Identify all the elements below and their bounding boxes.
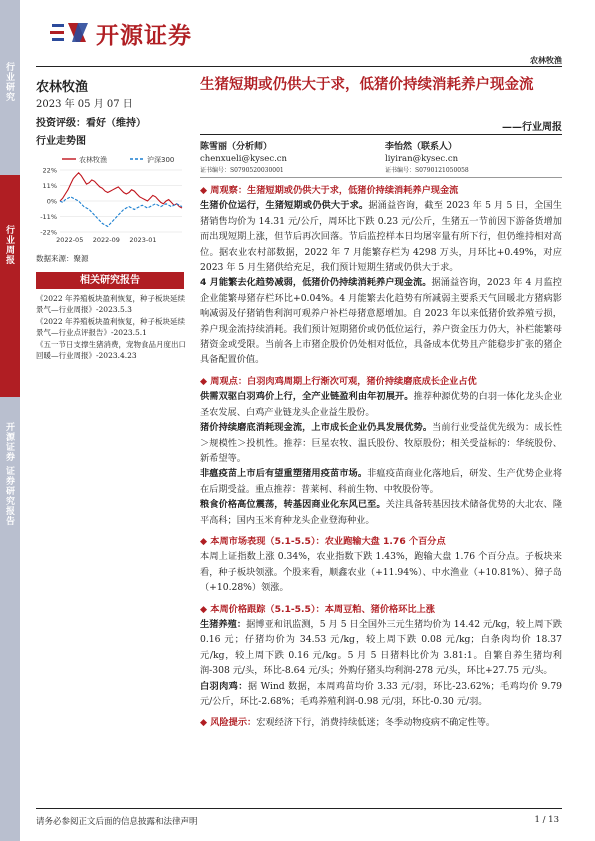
trend-chart <box>32 150 186 250</box>
logo-text: 开源证券 <box>96 22 192 49</box>
paragraph <box>200 617 562 679</box>
analyst-name: 陈雪丽（分析师） <box>200 142 273 152</box>
section-header-weekly-view: ◆ 周观点：白羽肉鸡周期上行渐次可观，猪价持续磨底成长企业占优 <box>200 375 477 387</box>
industry-name: 农林牧渔 <box>36 80 89 95</box>
header-divider <box>36 66 562 67</box>
paragraph <box>200 466 562 497</box>
paragraph-text: 推荐种源优势的白羽一体化龙头企业圣农发展、白鸡产业链龙头企业益生股份。 <box>200 391 563 418</box>
trend-chart-title: 行业走势图 <box>36 136 86 147</box>
analyst-card <box>200 141 287 177</box>
contact-name: 李怡然（联系人） <box>385 142 458 152</box>
series-line-agriculture <box>60 173 182 208</box>
side-strip-research <box>0 0 20 175</box>
report-body <box>200 183 562 731</box>
side-strip-weekly <box>0 175 20 397</box>
side-strip-research-label: 行业研究 <box>4 62 14 102</box>
section-header-weekly-observation: ◆ 周观察：生猪短期或仍供大于求，低猪价持续消耗养户现金流 <box>200 185 459 196</box>
analyst-email[interactable]: chenxueli@kysec.cn <box>200 154 288 164</box>
paragraph-lead: 生猪养殖： <box>200 618 247 630</box>
paragraph <box>200 679 562 710</box>
report-subtitle: ——行业周报 <box>502 122 562 133</box>
related-report-item[interactable]: 《五一节日支撑生猪消费，宠物食品月度出口回暖—行业周报》-2023.4.23 <box>36 339 186 361</box>
paragraph <box>200 198 562 275</box>
investment-rating: 投资评级：看好（维持） <box>36 118 146 129</box>
y-tick-label: 22% <box>42 166 57 175</box>
legend-label: 沪深300 <box>147 156 175 164</box>
x-tick-label: 2022-09 <box>92 236 120 244</box>
paragraph-lead: 4 月能繁去化趋势减弱，低猪价仍持续消耗养户现金流。 <box>200 277 432 289</box>
paragraph-text: 非瘟疫苗商业化落地后，研发、生产优势企业将在后期受益。重点推荐：普莱柯、科前生物、中牧股份等。 <box>200 468 563 495</box>
paragraph <box>200 497 562 528</box>
logo-mark-icon <box>50 20 90 46</box>
paragraph-lead: 白羽肉鸡： <box>200 680 248 692</box>
paragraph <box>200 275 562 367</box>
side-strip-broker <box>0 397 20 841</box>
side-strip-weekly-label: 行业周报 <box>4 225 14 265</box>
company-logo <box>50 18 192 48</box>
paragraph-lead: 粮食价格高位震荡，转基因商业化东风已至。 <box>200 499 386 511</box>
legend-label: 农林牧渔 <box>79 156 107 164</box>
y-tick-label: 0% <box>46 197 57 206</box>
analyst-cert: 证书编号：S0790520030001 <box>200 167 284 174</box>
section-header-price-tracking: ◆ 本周价格跟踪（5.1-5.5）：本周豆粕、猪价格环比上涨 <box>200 603 435 615</box>
subtitle-divider <box>200 134 562 135</box>
paragraph-lead: 非瘟疫苗上市后有望重塑猪用疫苗市场。 <box>200 468 368 480</box>
section-header-market-performance: ◆ 本周市场表现（5.1-5.5）：农业跑输大盘 1.76 个百分点 <box>200 535 446 547</box>
report-title: 生猪短期或仍供大于求，低猪价持续消耗养户现金流 <box>200 77 534 93</box>
x-tick-label: 2022-05 <box>56 236 84 244</box>
paragraph-lead: 供需双驱白羽鸡价上行，全产业链盈利由年初展开。 <box>200 391 414 403</box>
paragraph-lead: 猪价持续磨底消耗现金流，上市成长企业仍具发展优势。 <box>200 422 433 434</box>
analyst-divider <box>200 177 562 178</box>
paragraph-text: 宏观经济下行，消费持续低迷；冬季动物疫病不确定性等。 <box>256 717 496 729</box>
risk-paragraph <box>200 715 562 730</box>
paragraph-text: 关注具备转基因技术储备优势的大北农、隆平高科；国内玉米育种龙头企业登海种业。 <box>200 499 563 526</box>
paragraph: 本周上证指数上涨 0.34%，农业指数下跌 1.43%，跑输大盘 1.76 个百分点。子板块来看，种子板块领涨。个股来看，顺鑫农业（+11.94%）、中水渔业（+10.81%）、獐子岛（+10.28%）领涨。 <box>200 551 562 594</box>
contact-card <box>385 141 469 177</box>
page-number: 1 / 13 <box>534 815 559 825</box>
y-tick-label: -22% <box>40 228 57 237</box>
paragraph-text: 据涌益咨询，2023 年 4 月监控企业能繁母猪存栏环比+0.04%。4 月能繁去化趋势有所减弱主要系天气回暖北方猪病影响减弱及仔猪销售利润可观养户补栏母猪意愿增加。自 2023 年以来低猪价致养殖亏损，养户现金流持续消耗。我们预计短期猪价或仍低位运行，养户资金压力仍大，补栏能繁母猪资金或受限。当前各上市猪企股价仍处相对低位，具备成本优势且产能稳步扩张的猪企具备配置价值。 <box>200 277 562 366</box>
related-report-item[interactable]: 《2022 年养殖板块盈利恢复，种子板块延续景气—行业点评报告》-2023.5.1 <box>36 316 185 338</box>
report-date: 2023 年 05 月 07 日 <box>36 99 133 110</box>
y-tick-label: 11% <box>42 182 57 190</box>
x-tick-label: 2023-01 <box>129 236 157 244</box>
related-reports-list <box>36 293 186 361</box>
chart-source: 数据来源：聚源 <box>36 254 89 263</box>
paragraph-text: 据博亚和讯监测，5 月 5 日全国外三元生猪均价为 14.42 元/kg，较上周下跌 0.16 元；仔猪均价为 34.53 元/kg，较上周下跌 0.08 元/kg；白条肉均价 18.37 元/kg，较上周下跌 0.16 元/kg。5 月 5 日猪料比价为 3.81:1。自繁自养生猪均利润-308 元/头，环比-8.64 元/头；外购仔猪头均利润-278 元/头，环比+27.75 元/头。 <box>200 618 563 677</box>
paragraph-text: 当前行业受益优先级为：成长性＞规模性＞投机性。推荐：巨星农牧、温氏股份、牧原股份；相关受益标的：华统股份、新希望等。 <box>200 422 563 464</box>
paragraph-text: 据 Wind 数据，本周鸡苗均价 3.33 元/羽，环比-23.62%；毛鸡均价 9.79 元/公斤，环比-2.68%；毛鸡养殖利润-0.98 元/羽，环比-0.30 元/羽。 <box>200 680 563 707</box>
paragraph-lead: 生猪价位运行，生猪短期或仍供大于求。 <box>200 200 369 212</box>
related-report-item[interactable]: 《2022 年养殖板块盈利恢复，种子板块延续景气—行业周报》-2023.5.3 <box>36 294 185 315</box>
paragraph <box>200 420 562 466</box>
contact-cert: 证书编号：S0790121050058 <box>385 167 469 174</box>
footer-divider <box>36 808 562 809</box>
paragraph-text: 据涌益咨询，截至 2023 年 5 月 5 日，全国生猪销售均价为 14.31 元/公斤，周环比下跌 0.23 元/公斤，生猪五一节前因下游备货增加而出现短期上涨，但节后再次回落。节后监控样本日均屠宰量有所下行，但仍维持相对高位。据农业农村部数据，2022 年 7 月能繁存栏为 4298 万头，月环比+0.49%，对应 2023 年 5 月生猪供给充足，我们预计短期生猪或仍供大于求。 <box>200 200 562 274</box>
contact-email[interactable]: liyiran@kysec.cn <box>385 154 459 164</box>
related-reports-header: 相关研究报告 <box>36 272 184 289</box>
section-header-risk: ◆ 风险提示： <box>200 717 257 729</box>
header-industry-tag: 农林牧渔 <box>530 55 562 65</box>
paragraph <box>200 389 562 420</box>
y-tick-label: -11% <box>40 213 57 221</box>
footer-disclaimer[interactable]: 请务必参阅正文后面的信息披露和法律声明 <box>36 817 198 827</box>
side-strip-broker-label: 开源证券 证券研究报告 <box>4 422 14 527</box>
